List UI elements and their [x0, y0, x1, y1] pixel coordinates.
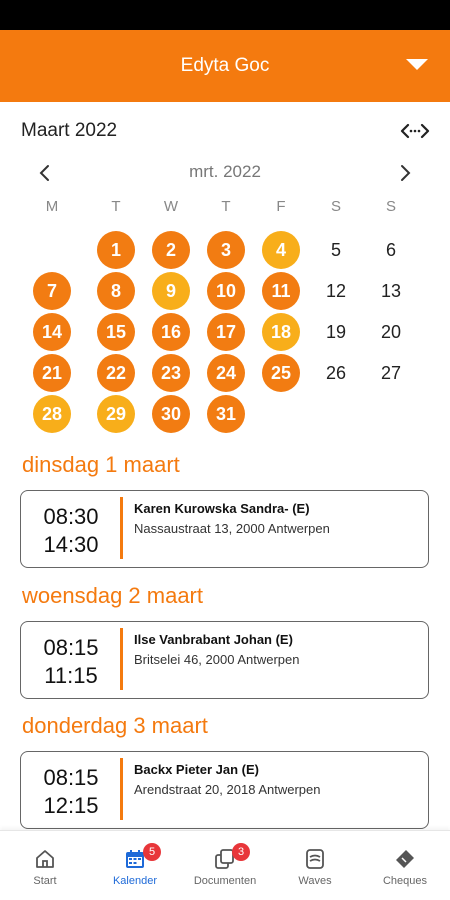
nav-label: Documenten	[193, 875, 257, 887]
weekday-label: S	[330, 198, 341, 215]
weekday-label: T	[221, 198, 231, 215]
calendar-day[interactable]: 4	[262, 231, 300, 269]
calendar-day[interactable]: 29	[97, 395, 135, 433]
nav-item-start[interactable]	[0, 831, 90, 900]
calendar-day[interactable]: 12	[325, 280, 347, 301]
nav-item-kalender[interactable]	[90, 831, 180, 900]
day-section-title: woensdag 2 maart	[22, 583, 203, 608]
user-name-title[interactable]: Edyta Goc	[180, 55, 270, 76]
calendar-navigation	[0, 160, 450, 186]
notification-badge: 3	[232, 843, 250, 861]
calendar-day[interactable]: 18	[262, 313, 300, 351]
nav-label: Waves	[298, 875, 332, 887]
calendar-day[interactable]: 21	[33, 354, 71, 392]
accent-divider	[120, 758, 123, 820]
calendar-grid	[0, 228, 450, 438]
calendar-day[interactable]: 10	[207, 272, 245, 310]
client-address: Britselei 46, 2000 Antwerpen	[134, 652, 300, 667]
client-name: Ilse Vanbrabant Johan (E)	[134, 632, 293, 647]
nav-item-cheques[interactable]	[360, 831, 450, 900]
calendar-day[interactable]: 17	[207, 313, 245, 351]
calendar-day[interactable]: 31	[207, 395, 245, 433]
appointment-card[interactable]	[20, 621, 429, 699]
end-time: 11:15	[44, 663, 98, 688]
accent-divider	[120, 497, 123, 559]
start-time: 08:30	[43, 504, 99, 529]
calendar-day[interactable]: 15	[97, 313, 135, 351]
nav-label: Cheques	[382, 875, 428, 887]
month-header: Maart 2022	[21, 120, 118, 141]
appointment-card[interactable]	[20, 751, 429, 829]
weekday-label: S	[385, 198, 396, 215]
calendar-day[interactable]: 14	[33, 313, 71, 351]
dropdown-arrow-icon[interactable]	[406, 59, 428, 70]
accent-divider	[120, 628, 123, 690]
nav-label: Kalender	[112, 875, 158, 887]
ticket-icon	[393, 847, 417, 871]
calendar-day[interactable]: 2	[152, 231, 190, 269]
end-time: 12:15	[43, 793, 99, 818]
client-address: Nassaustraat 13, 2000 Antwerpen	[134, 521, 330, 536]
nav-item-documenten[interactable]	[180, 831, 270, 900]
calendar-day[interactable]: 22	[97, 354, 135, 392]
calendar-day[interactable]: 20	[380, 321, 402, 342]
calendar-day[interactable]: 30	[152, 395, 190, 433]
client-address: Arendstraat 20, 2018 Antwerpen	[134, 782, 321, 797]
client-name: Karen Kurowska Sandra- (E)	[134, 501, 310, 516]
calendar-day[interactable]: 27	[380, 362, 402, 383]
start-time: 08:15	[43, 635, 99, 660]
calendar-day[interactable]: 3	[207, 231, 245, 269]
bottom-navigation	[0, 830, 450, 900]
weekday-header	[0, 198, 450, 218]
appointment-times	[21, 764, 121, 820]
calendar-day[interactable]: 16	[152, 313, 190, 351]
weekday-label: W	[163, 198, 179, 215]
calendar-day[interactable]: 9	[152, 272, 190, 310]
calendar-day[interactable]: 19	[325, 321, 347, 342]
chevron-right-icon[interactable]	[394, 162, 416, 184]
expand-horizontal-icon[interactable]	[400, 120, 430, 142]
nav-label: Start	[33, 875, 57, 887]
waves-icon	[303, 847, 327, 871]
calendar-day[interactable]: 13	[380, 280, 402, 301]
calendar-day[interactable]: 5	[330, 239, 341, 260]
weekday-label: M	[45, 198, 59, 215]
start-time: 08:15	[43, 765, 99, 790]
calendar-month-label: mrt. 2022	[189, 162, 261, 181]
calendar-day[interactable]: 24	[207, 354, 245, 392]
appointment-times	[21, 503, 121, 559]
calendar-day[interactable]: 23	[152, 354, 190, 392]
weekday-label: F	[276, 198, 286, 215]
appointment-card[interactable]	[20, 490, 429, 568]
calendar-day[interactable]: 25	[262, 354, 300, 392]
appointment-times	[21, 634, 121, 690]
client-name: Backx Pieter Jan (E)	[134, 762, 260, 777]
calendar-day[interactable]: 11	[262, 272, 300, 310]
end-time: 14:30	[43, 532, 99, 557]
notification-badge: 5	[143, 843, 161, 861]
day-section-title: donderdag 3 maart	[22, 713, 208, 738]
home-icon	[33, 847, 57, 871]
app-bar	[0, 30, 450, 102]
calendar-day[interactable]: 7	[33, 272, 71, 310]
calendar-day[interactable]: 6	[385, 239, 396, 260]
nav-item-waves[interactable]	[270, 831, 360, 900]
calendar-day[interactable]: 1	[97, 231, 135, 269]
weekday-label: T	[111, 198, 121, 215]
calendar-day[interactable]: 8	[97, 272, 135, 310]
day-section-title: dinsdag 1 maart	[22, 452, 180, 477]
calendar-day[interactable]: 28	[33, 395, 71, 433]
calendar-day[interactable]: 26	[325, 362, 347, 383]
status-bar	[0, 0, 450, 30]
